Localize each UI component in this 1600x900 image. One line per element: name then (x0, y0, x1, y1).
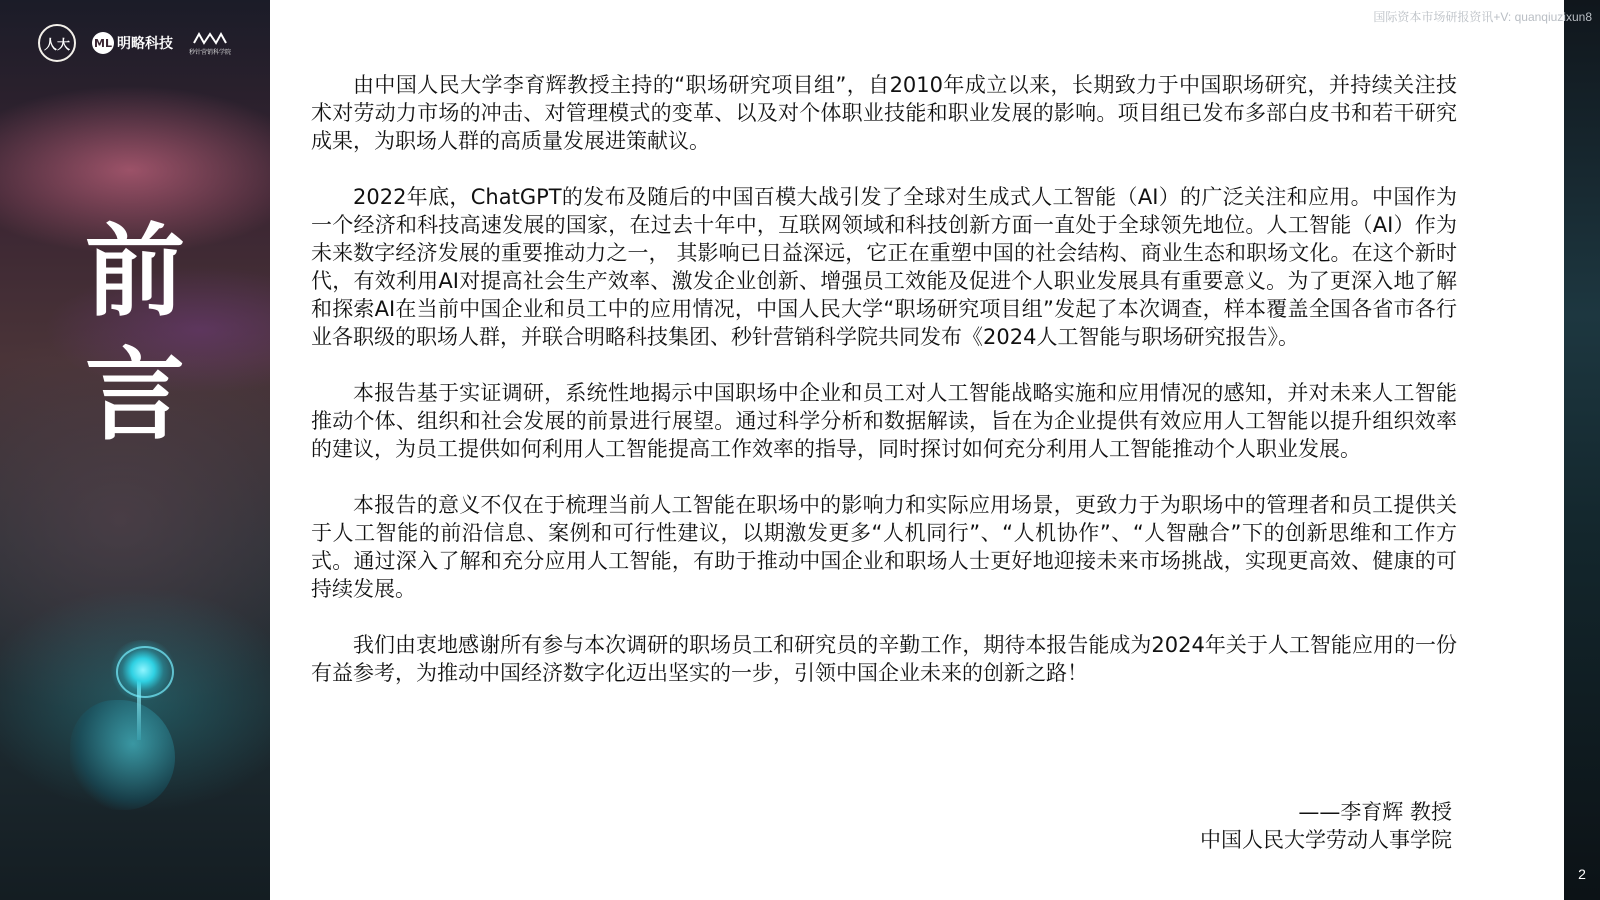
preface-paragraph-2: 2022年底，ChatGPT的发布及随后的中国百模大战引发了全球对生成式人工智能（AI）的广泛关注和应用。中国作为一个经济和科技高速发展的国家，在过去十年中，互联网领域和科技创新方面一直处于全球领先地位。人工智能（AI）作为未来数字经济发展的重要推动力之一， 其影响已日益深远，它正在重塑中国的社会结构、商业生态和职场文化。在这个新时代，有效利用AI对提高社会生产效率、激发企业创新、增强员工效能及促进个人职业发展具有重要意义。为了更深入地了解和探索AI在当前中国企业和员工中的应用情况，中国人民大学“职场研究项目组”发起了本次调查，样本覆盖全国各省市各行业各职级的职场人群，并联合明略科技集团、秒针营销科学院共同发布《2024人工智能与职场研究报告》。 (311, 185, 1457, 349)
watermark: 国际资本市场研报资讯+V: quanqiuzixun8 (1373, 10, 1592, 24)
mingluo-logo-mark: ML (92, 32, 114, 54)
left-decorative-panel (0, 0, 270, 900)
ruc-logo (38, 24, 76, 62)
mingluo-logo (92, 32, 173, 54)
signature-block (1200, 798, 1452, 854)
right-decorative-strip (1564, 0, 1600, 900)
mingluo-logo-name: 明略科技 (117, 36, 173, 52)
signature-institution: 中国人民大学劳动人事学院 (1200, 828, 1452, 852)
glowing-ring-illustration (108, 640, 178, 700)
preface-paragraph-5: 我们由衷地感谢所有参与本次调研的职场员工和研究员的辛勤工作，期待本报告能成为2024年关于人工智能应用的一份有益参考，为推动中国经济数字化迈出坚实的一步，引领中国企业未来的创新之路！ (311, 633, 1457, 685)
preface-paragraph-3: 本报告基于实证调研，系统性地揭示中国职场中企业和员工对人工智能战略实施和应用情况的感知，并对未来人工智能推动个体、组织和社会发展的前景进行展望。通过科学分析和数据解读，旨在为企业提供有效应用人工智能以提升组织效率的建议，为员工提供如何利用人工智能提高工作效率的指导，同时探讨如何充分利用人工智能推动个人职业发展。 (311, 381, 1457, 461)
page-number: 2 (1578, 866, 1586, 882)
logo-row (38, 24, 231, 62)
preface-paragraph-4: 本报告的意义不仅在于梳理当前人工智能在职场中的影响力和实际应用场景，更致力于为职场中的管理者和员工提供关于人工智能的前沿信息、案例和可行性建议，以期激发更多“人机同行”、“人机协作”、“人智融合”下的创新思维和工作方式。通过深入了解和充分应用人工智能，有助于推动中国企业和职场人士更好地迎接未来市场挑战，实现更高效、健康的可持续发展。 (311, 493, 1457, 601)
signature-name: ——李育辉 教授 (1298, 800, 1452, 824)
preface-paragraph-1: 由中国人民大学李育辉教授主持的“职场研究项目组”，自2010年成立以来，长期致力于中国职场研究，并持续关注技术对劳动力市场的冲击、对管理模式的变革、以及对个体职业技能和职业发展的影响。项目组已发布多部白皮书和若干研究成果，为职场人群的高质量发展进策献议。 (311, 73, 1457, 153)
miaozhen-logo-icon (193, 31, 227, 45)
miaozhen-logo-name: 秒针营销科学院 (189, 48, 232, 56)
miaozhen-logo (189, 31, 231, 56)
glowing-hand-illustration (70, 700, 175, 810)
ruc-logo-mark: 人大 (43, 37, 70, 53)
section-title-char-1: 前 (85, 213, 185, 330)
preface-body (311, 71, 1457, 715)
section-title (80, 210, 190, 458)
section-title-char-2: 言 (85, 337, 185, 454)
